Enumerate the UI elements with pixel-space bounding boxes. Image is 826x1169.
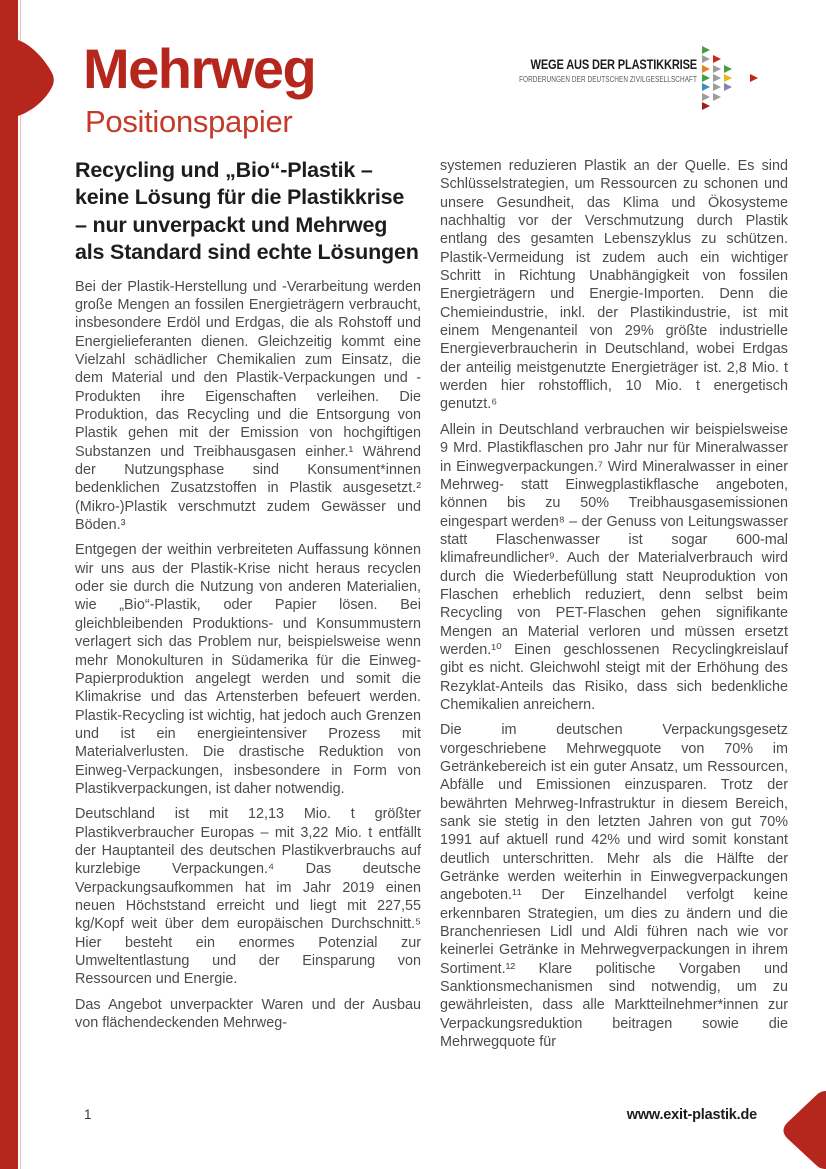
page-number: 1 — [84, 1107, 92, 1122]
left-accent-bar — [0, 0, 18, 1169]
logo-title: WEGE AUS DER PLASTIKKRISE — [530, 57, 697, 72]
left-accent-thin-line — [20, 0, 21, 1169]
body-paragraph: Allein in Deutschland verbrauchen wir beispielsweise 9 Mrd. Plastikflaschen pro Jahr nur für Mineralwasser in Einwegverpackungen.⁷ Wird Mineralwasser in einer Mehrweg- statt Einwegplastikflasche angeboten, können bis zu 50% Treibhausgasemissionen eingespart werden⁸ – der Genuss von Leitungswasser statt Flaschenwasser ist sogar 600-mal klimafreundlicher⁹. Auch der Materialverbrauch wird durch die Wiederbefüllung statt Neuproduktion von Flaschen erheblich reduziert, denn selbst beim Recycling von PET-Flaschen gehen signifikante Mengen an Material verloren und müssen ersetzt werden.¹⁰ Einen geschlossenen Recyclingkreislauf gibt es nicht. Gleichwohl steigt mit der Erhöhung des Rezyklat-Anteils das Risiko, dass sich bedenkliche Chemikalien anreichern. — [440, 421, 788, 713]
campaign-logo — [519, 57, 697, 84]
page-subtitle: Positionspapier — [85, 104, 293, 139]
logo-tagline: FORDERUNGEN DER DEUTSCHEN ZIVILGESELLSCHAFT — [519, 74, 697, 84]
body-paragraph: systemen reduzieren Plastik an der Quelle. Es sind Schlüsselstrategien, um Ressourcen zu schonen und unsere Gesundheit, das Klima und Ökosysteme nachhaltig vor der Verschmutzung durch Plastik entlang des gesamten Lebenszyklus zu schützen. Plastik-Vermeidung ist zudem auch ein wichtiger Schritt in Richtung Unabhängigkeit von fossilen Energieträgern und Energie-Importen. Denn die Chemieindustrie, inkl. der Plastikindustrie, ist mit einem Mengenanteil von 29% größte industrielle Energieverbraucherin in Deutschland, wobei Erdgas der anteilig meistgenutzte Energieträger ist. 2,8 Mio. t werden hier rohstofflich, 10 Mio. t energetisch genutzt.⁶ — [440, 158, 788, 413]
body-paragraph: Die im deutschen Verpackungsgesetz vorgeschriebene Mehrwegquote von 70% im Getränkebereich ist ein guter Ansatz, um Ressourcen, Abfälle und Emissionen einzusparen. Trotz der bewährten Mehrweg-Infrastruktur in diesem Bereich, sank sie stetig in den letzten Jahren von gut 70% 1991 auf aktuell rund 42% und wird somit konstant deutlich unterschritten. Mehr als die Hälfte der Getränke werden weiterhin in Einwegverpackungen angeboten.¹¹ Der Einzelhandel verfolgt keine erkennbaren Strategien, um dies zu ändern und die Branchenriesen Lidl und Aldi führen nach wie vor keinerlei Getränke in Mehrwegverpackungen in ihrem Sortiment.¹² Klare politische Vorgaben und Sanktionsmechanismen sind notwendig, um zu gewährleisten, dass alle Marktteilnehmer*innen zur Verpackungsreduktion beitragen sowie die Mehrwegquote für — [440, 722, 788, 1051]
left-column — [75, 157, 421, 1039]
page-title: Mehrweg — [83, 37, 316, 100]
accent-ribbon-tip-icon — [18, 38, 58, 118]
website-link[interactable]: www.exit-plastik.de — [626, 1107, 757, 1123]
corner-arrow-icon — [781, 1091, 826, 1169]
logo-mosaic-triangles-icon — [702, 46, 764, 112]
right-column — [440, 157, 788, 1059]
body-paragraph: Entgegen der weithin verbreiteten Auffassung können wir uns aus der Plastik-Krise nicht heraus recyclen oder sie durch die Nutzung von anderen Materialien, wie „Bio“-Plastik, oder Papier lösen. Bei gleichbleibenden Produktions- und Konsummustern verlagert sich das Problem nur, beispielsweise wenn mehr Monokulturen in Südamerika für die Einweg-Papierproduktion angelegt werden und somit die Klimakrise und das Artensterben befeuert werden. Plastik-Recycling ist wichtig, hat jedoch auch Grenzen und ist ein energieintensiver Prozess mit Materialverlusten. Die drastische Reduktion von Einweg-Verpackungen, insbesondere in Form von Plastikverpackungen, ist daher notwendig. — [75, 542, 421, 797]
body-paragraph: Das Angebot unverpackter Waren und der Ausbau von flächendeckenden Mehrweg- — [75, 996, 421, 1032]
article-heading: Recycling und „Bio“-Plastik – keine Lösung für die Plastikkrise – nur unverpackt und Mehrweg als Standard sind echte Lösungen — [75, 158, 419, 265]
body-paragraph: Bei der Plastik-Herstellung und -Verarbeitung werden große Mengen an fossilen Energieträgern verbraucht, insbesondere Erdöl und Erdgas, die als Rohstoff und Energielieferanten dienen. Gleichzeitig kommt eine Vielzahl schädlicher Chemikalien zum Einsatz, die dem Material und den Plastik-Verpackungen und -Produkten ihre Eigenschaften verleihen. Die Produktion, das Recycling und die Entsorgung von Plastik gehen mit der Emission von hochgiftigen Substanzen und Treibhausgasen einher.¹ Während der Nutzungsphase sind Konsument*innen bedenklichen Zusatzstoffen in Plastik ausgesetzt.² (Mikro-)Plastik verschmutzt zudem Gewässer und Böden.³ — [75, 278, 421, 534]
body-paragraph: Deutschland ist mit 12,13 Mio. t größter Plastikverbraucher Europas – mit 3,22 Mio. t entfällt der Hauptanteil des deutschen Plastikverbrauchs auf kurzlebige Verpackungen.⁴ Das deutsche Verpackungsaufkommen hat im Jahr 2019 einen neuen Höchststand erreicht und liegt mit 227,55 kg/Kopf weit über dem europäischen Durchschnitt.⁵ Hier besteht ein enormes Potenzial zur Umweltentlastung und der Einsparung von Ressourcen und Energie. — [75, 806, 421, 988]
